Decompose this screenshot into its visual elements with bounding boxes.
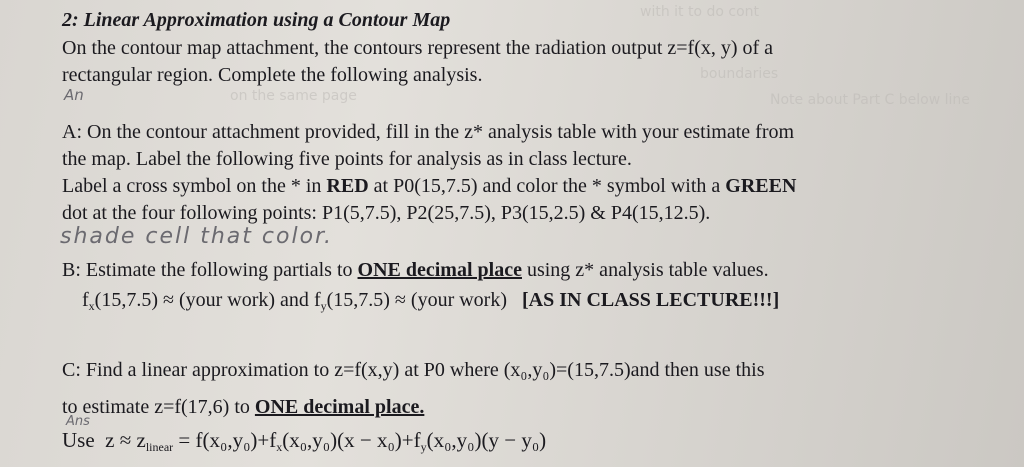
linear-formula: Use $z \approx z_{linear} = f(x_0,y_0)+f_x(x_0,y_0)(x - x_0)+f_y(x_0,y_0)(y - y_0)$	[62, 428, 547, 454]
part-a-label: A:	[62, 121, 82, 143]
bleed-text: on the same page	[230, 88, 357, 104]
one-decimal-emphasis: ONE decimal place.	[254, 396, 425, 418]
part-a-line: dot at the four following points: P1(5,7.5), P2(25,7.5), P3(15,2.5) & P4(15,12.5).	[62, 202, 711, 224]
handwritten-note: shade cell that color.	[60, 224, 334, 249]
part-a-line	[62, 174, 796, 198]
bleed-text: Note about Part C below line	[770, 92, 970, 108]
intro-line: rectangular region. Complete the following analysis.	[62, 64, 483, 86]
part-c-line: C: Find a linear approximation to z=f(x,y) at P0 where (x₀,y₀)=(15,7.5)and then use this	[62, 359, 765, 381]
problem-title: 2: Linear Approximation using a Contour Map	[62, 9, 451, 31]
red-keyword: RED	[326, 175, 369, 197]
bleed-text: boundaries	[700, 66, 779, 82]
part-a-line	[62, 120, 794, 144]
part-c-line: to estimate z=f(17,6) to ONE decimal place.	[62, 396, 425, 418]
intro-line: On the contour map attachment, the contours represent the radiation output z=f(x, y) of a	[62, 37, 774, 59]
part-a-text: On the contour attachment provided, fill in the z* analysis table with your estimate from	[87, 121, 795, 143]
part-c-label: C:	[62, 359, 81, 381]
bleed-text: with it to do cont	[640, 4, 760, 20]
part-b-label: B:	[62, 259, 81, 281]
part-b-text: Estimate the following partials to	[85, 259, 353, 281]
handwritten-answer-mark: An	[64, 86, 84, 104]
green-keyword: GREEN	[725, 175, 797, 197]
part-a-text: Label a cross symbol on the * in	[62, 175, 322, 197]
part-a-text: at P0(15,7.5) and color the * symbol with a	[373, 175, 721, 197]
lecture-emphasis: [AS IN CLASS LECTURE!!!]	[522, 289, 780, 311]
part-a-line: the map. Label the following five points for analysis as in class lecture.	[62, 148, 632, 170]
part-b-text: using z* analysis table values.	[526, 259, 769, 281]
part-b-line	[62, 258, 769, 282]
one-decimal-emphasis: ONE decimal place	[357, 259, 522, 281]
handwritten-answer-mark: Ans	[66, 414, 90, 429]
partials-line: $f_x(15,7.5)$ ≈ (your work) and $f_y(15,7.5)$ ≈ (your work) [AS IN CLASS LECTURE!!!]	[82, 289, 780, 313]
